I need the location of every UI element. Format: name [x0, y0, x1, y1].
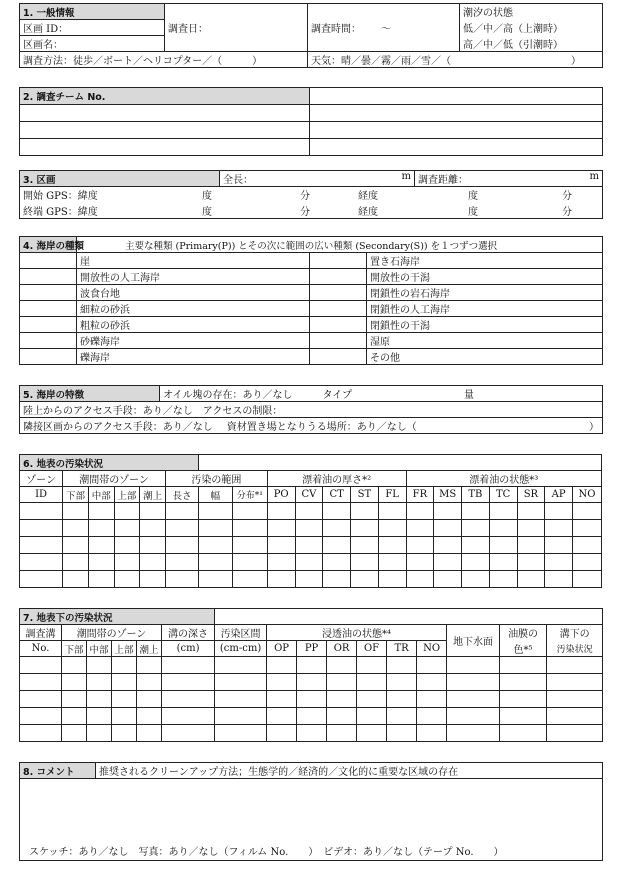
- shore-check[interactable]: [20, 333, 77, 349]
- interval-label: 汚染区間: [215, 625, 267, 641]
- end-gps-field[interactable]: [20, 203, 603, 219]
- tide-rising[interactable]: 低／中／高（上潮時）: [460, 20, 603, 36]
- thickness-col: CT: [323, 487, 351, 503]
- penetration-col: PP: [297, 641, 327, 657]
- oil-thickness-label: 漂着油の厚さ*²: [267, 471, 406, 487]
- range-length: 長さ: [165, 487, 198, 503]
- close-paren: ）: [589, 422, 599, 433]
- survey-distance-label: 調査距離：: [418, 175, 468, 186]
- tide-falling[interactable]: 高／中／低（引潮時）: [460, 36, 603, 52]
- below-label-2: 汚染状況: [547, 641, 603, 657]
- media-footer: スケッチ：あり／なし 写真：あり／なし（フィルム No. ） ビデオ：あり／なし（テープ No. ）: [29, 847, 504, 858]
- unit-cm: (cm): [162, 641, 215, 657]
- thickness-col: PO: [267, 487, 295, 503]
- shore-check[interactable]: [310, 285, 367, 301]
- section-7-title: 7. 地表下の汚染状況: [20, 609, 215, 625]
- storage-label: 資材置き場となりうる場所：あり／なし（: [226, 422, 417, 433]
- thickness-col: CV: [295, 487, 323, 503]
- oil-type-label: タイプ: [322, 390, 352, 401]
- penetration-col: OP: [267, 641, 297, 657]
- shore-check[interactable]: [310, 349, 367, 365]
- zone-supra: 潮上: [140, 487, 166, 503]
- shore-check[interactable]: [20, 317, 77, 333]
- penetration-col: OR: [327, 641, 357, 657]
- team-cell[interactable]: [20, 139, 310, 156]
- shore-check[interactable]: [310, 333, 367, 349]
- zone-lower: 下部: [62, 641, 87, 657]
- survey-time-field[interactable]: [308, 4, 460, 52]
- shore-type-left: 細粒の砂浜: [77, 301, 310, 317]
- contamination-range-label: 汚染の範囲: [165, 471, 267, 487]
- intertidal-zone-label: 潮間帯のゾーン: [63, 471, 166, 487]
- table-row[interactable]: [20, 725, 603, 742]
- shore-check[interactable]: [20, 301, 77, 317]
- penetration-label: 浸透油の状態*⁴: [267, 625, 447, 641]
- zone-middle: 中部: [87, 641, 112, 657]
- shore-type-left: 礫海岸: [77, 349, 310, 365]
- intertidal-zone-label: 潮間帯のゾーン: [62, 625, 162, 641]
- team-cell[interactable]: [310, 122, 603, 139]
- shore-type-right: 湿原: [367, 333, 603, 349]
- pit-label: 調査溝: [20, 625, 62, 641]
- unit-m: m: [401, 171, 411, 182]
- pit-depth-label: 溝の深さ: [162, 625, 215, 641]
- weather-field[interactable]: 天気：晴／曇／霧／雨／雪／（ ）: [308, 52, 603, 68]
- zone-supra: 潮上: [137, 641, 162, 657]
- table-row[interactable]: [20, 571, 602, 588]
- team-cell[interactable]: [20, 105, 310, 122]
- area-id-field[interactable]: 区画 ID：: [20, 20, 165, 36]
- tide-title: 潮汐の状態: [460, 4, 603, 20]
- groundwater-label: 地下水面: [447, 625, 500, 657]
- oil-state-label: 漂着油の状態*³: [406, 471, 601, 487]
- unit-m: m: [589, 171, 599, 182]
- section-area: [19, 170, 602, 219]
- thickness-col: ST: [351, 487, 379, 503]
- shore-check[interactable]: [20, 253, 77, 269]
- comment-description: 推奨されるクリーンアップ方法；生態学的／経済的／文化的に重要な区域の存在: [96, 763, 603, 779]
- section-7-header-blank: [215, 609, 603, 625]
- shore-type-right: 閉鎖性の岩石海岸: [367, 285, 603, 301]
- team-cell[interactable]: [20, 122, 310, 139]
- section-survey-team: [19, 87, 602, 156]
- table-row[interactable]: [20, 520, 602, 537]
- team-cell[interactable]: [310, 139, 603, 156]
- start-gps-label: 開始 GPS：緯度: [23, 191, 98, 203]
- start-gps-field[interactable]: [20, 187, 603, 203]
- state-col: TB: [462, 487, 490, 503]
- oil-presence-field[interactable]: [160, 386, 603, 402]
- shore-type-left: 波食台地: [77, 285, 310, 301]
- penetration-col: OF: [357, 641, 387, 657]
- tilde: ～: [381, 24, 391, 35]
- shore-check[interactable]: [20, 349, 77, 365]
- area-name-field[interactable]: 区画名：: [20, 36, 165, 52]
- zone-label: ゾーン: [20, 471, 63, 487]
- total-length-field[interactable]: [220, 171, 415, 187]
- unit-deg: 度: [202, 191, 212, 203]
- table-row[interactable]: [20, 537, 602, 554]
- zone-middle: 中部: [88, 487, 114, 503]
- range-distribution: 分布*¹: [232, 487, 267, 503]
- unit-min: 分: [562, 206, 572, 218]
- total-length-label: 全長：: [223, 175, 253, 186]
- surface-data-rows: [20, 503, 602, 588]
- sheen-label-2: 色*⁵: [500, 641, 547, 657]
- unit-min: 分: [300, 191, 310, 203]
- penetration-col: NO: [417, 641, 447, 657]
- pit-no-label: No.: [20, 641, 62, 657]
- table-row[interactable]: [20, 503, 602, 520]
- shore-check[interactable]: [310, 269, 367, 285]
- state-col: SR: [517, 487, 545, 503]
- section-surface-contamination: [19, 454, 602, 588]
- state-col: MS: [434, 487, 462, 503]
- state-col: TC: [489, 487, 517, 503]
- land-access-field[interactable]: 陸上からのアクセス手段：あり／なし アクセスの制限：: [20, 402, 603, 418]
- survey-date-field[interactable]: 調査日：: [165, 4, 308, 52]
- shore-instruction: 主要な種類 (Primary(P)) とその次に範囲の広い種類 (Secondary(S)) を１つずつ選択: [77, 237, 603, 253]
- table-row[interactable]: [20, 657, 603, 674]
- table-row[interactable]: [20, 554, 602, 571]
- section-6-header-blank: [198, 455, 601, 471]
- unit-deg: 度: [468, 191, 478, 203]
- shore-check[interactable]: [20, 285, 77, 301]
- table-row[interactable]: [20, 708, 603, 725]
- unit-min: 分: [300, 206, 310, 218]
- unit-deg: 度: [202, 206, 212, 218]
- section-5-title: 5. 海岸の特徴: [20, 386, 160, 402]
- section-shore-type: [19, 236, 602, 365]
- state-col: FR: [406, 487, 434, 503]
- section-8-title: 8. コメント: [20, 763, 96, 779]
- shore-type-right: 閉鎖性の人工海岸: [367, 301, 603, 317]
- table-row[interactable]: [20, 674, 603, 691]
- shore-type-right: 開放性の干潟: [367, 269, 603, 285]
- section-2-title: 2. 調査チーム No.: [20, 88, 310, 105]
- section-general-info: [19, 3, 602, 68]
- shore-check[interactable]: [310, 301, 367, 317]
- team-cell[interactable]: [310, 105, 603, 122]
- survey-distance-field[interactable]: [415, 171, 603, 187]
- longitude-label: 経度: [358, 206, 378, 218]
- shore-type-left: 砂礫海岸: [77, 333, 310, 349]
- adjacent-access-field[interactable]: [20, 418, 603, 434]
- zone-upper: 上部: [112, 641, 137, 657]
- unit-cm-cm: (cm-cm): [215, 641, 267, 657]
- table-row[interactable]: [20, 691, 603, 708]
- below-label-1: 溝下の: [547, 625, 603, 641]
- zone-lower: 下部: [63, 487, 89, 503]
- section-3-title: 3. 区画: [20, 171, 220, 187]
- adjacent-access-label: 隣接区画からのアクセス手段：あり／なし: [23, 422, 213, 433]
- state-col: NO: [573, 487, 602, 503]
- survey-time-label: 調査時間：: [311, 24, 361, 35]
- zone-upper: 上部: [114, 487, 140, 503]
- unit-deg: 度: [468, 206, 478, 218]
- section-subsurface-contamination: [19, 608, 602, 742]
- shore-check[interactable]: [20, 269, 77, 285]
- comment-area[interactable]: [20, 779, 603, 861]
- survey-method-field[interactable]: 調査方法：徒歩／ボート／ヘリコプター／（ ）: [20, 52, 308, 68]
- section-1-title: 1. 一般情報: [20, 4, 165, 20]
- zone-id-label: ID: [20, 487, 63, 503]
- shore-check[interactable]: [310, 317, 367, 333]
- oil-amount-label: 量: [464, 390, 474, 401]
- shore-type-left: 粗粒の砂浜: [77, 317, 310, 333]
- section-comments: [19, 762, 602, 861]
- longitude-label: 経度: [358, 191, 378, 203]
- oil-presence-label: オイル塊の存在：あり／なし: [163, 390, 293, 401]
- state-col: AP: [545, 487, 573, 503]
- shore-type-right: その他: [367, 349, 603, 365]
- shore-type-right: 置き石海岸: [367, 253, 603, 269]
- shore-check[interactable]: [310, 253, 367, 269]
- sheen-label-1: 油膜の: [500, 625, 547, 641]
- section-shore-features: [19, 385, 602, 434]
- range-width: 幅: [198, 487, 232, 503]
- section-4-title: 4. 海岸の種類: [20, 237, 77, 253]
- team-cell[interactable]: [310, 88, 603, 105]
- penetration-col: TR: [387, 641, 417, 657]
- shore-type-left: 開放性の人工海岸: [77, 269, 310, 285]
- unit-min: 分: [562, 191, 572, 203]
- thickness-col: FL: [378, 487, 406, 503]
- shore-type-right: 閉鎖性の干潟: [367, 317, 603, 333]
- subsurface-data-rows: [20, 657, 603, 742]
- end-gps-label: 終端 GPS：緯度: [23, 206, 98, 218]
- section-6-title: 6. 地表の汚染状況: [20, 455, 199, 471]
- shore-type-left: 崖: [77, 253, 310, 269]
